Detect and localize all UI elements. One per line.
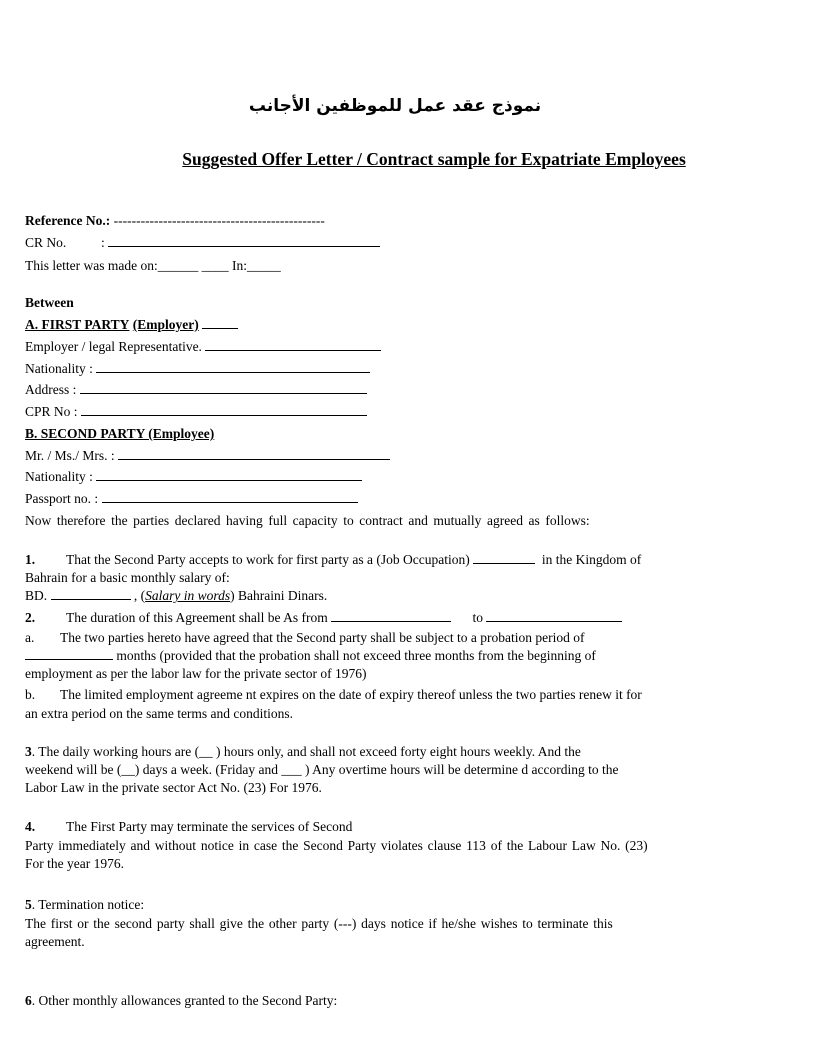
reference-dashes: ----------------------------------------------- <box>113 213 325 228</box>
fp-nationality-field[interactable] <box>96 360 370 373</box>
second-party-heading <box>25 425 214 442</box>
clause-3-line-c: Labor Law in the private sector Act No. (23) For 1976. <box>25 780 322 795</box>
salary-in-words: Salary in words <box>145 588 231 603</box>
clause-4-line-b: Party immediately and without notice in case the Second Party violates clause 113 of the Labour Law No. (23) <box>25 838 648 853</box>
sp-nationality-label: Nationality : <box>25 469 93 484</box>
clause-4-text-a: The First Party may terminate the services of Second <box>66 819 353 834</box>
second-party-title: B. SECOND PARTY (Employee) <box>25 426 215 441</box>
duration-to-label: to <box>472 610 483 625</box>
cr-line <box>25 234 380 251</box>
job-occupation-field[interactable] <box>473 551 535 564</box>
clause-2b-line-b: an extra period on the same terms and conditions. <box>25 706 294 721</box>
fp-cpr-label: CPR No : <box>25 404 78 419</box>
fp-cpr-line <box>25 403 367 420</box>
between-text: Between <box>25 295 74 310</box>
first-party-blank <box>202 316 238 329</box>
fp-address-label: Address : <box>25 382 77 397</box>
clause-2-line <box>25 609 622 626</box>
clause-1-line-c <box>25 587 327 604</box>
clause-1-text-a: That the Second Party accepts to work for first party as a (Job Occupation) <box>66 552 470 567</box>
sp-passport-line <box>25 490 358 507</box>
employer-label: Employer / legal Representative. <box>25 339 202 354</box>
salary-post: ) Bahraini Dinars. <box>230 588 328 603</box>
clause-1-number: 1. <box>25 552 36 567</box>
clause-4-line-a <box>25 818 352 835</box>
clause-5-number: 5 <box>25 897 32 912</box>
fp-address-field[interactable] <box>80 381 367 394</box>
sp-nationality-line <box>25 468 362 485</box>
clause-2b-label: b. <box>25 687 36 702</box>
salary-pre: , ( <box>133 588 146 603</box>
clause-1-text-b: in the Kingdom of <box>541 552 642 567</box>
clause-2a-label: a. <box>25 630 35 645</box>
clause-2b-text-a: The limited employment agreeme nt expires on the date of expiry thereof unless the two parties renew it for <box>60 687 642 702</box>
salary-field[interactable] <box>51 587 131 600</box>
clause-2a-line-c: employment as per the labor law for the private sector of 1976) <box>25 666 367 681</box>
employer-line <box>25 338 381 355</box>
fp-cpr-field[interactable] <box>81 403 367 416</box>
clause-2-number: 2. <box>25 610 36 625</box>
sp-name-line <box>25 447 390 464</box>
clause-2b-line-a <box>25 686 642 703</box>
clause-3-text-a: . The daily working hours are (__ ) hours only, and shall not exceed forty eight hours weekly. And the <box>31 744 581 759</box>
clause-3-line-a <box>25 743 581 760</box>
sp-passport-label: Passport no. : <box>25 491 99 506</box>
cr-label: CR No. <box>25 235 67 250</box>
clause-6-line <box>25 992 337 1009</box>
clause-1-line-b: Bahrain for a basic monthly salary of: <box>25 570 230 585</box>
sp-passport-field[interactable] <box>102 490 358 503</box>
first-party-heading <box>25 316 238 333</box>
reference-label: Reference No.: <box>25 213 111 228</box>
reference-line <box>25 212 325 229</box>
intro-text: Now therefore the parties declared having full capacity to contract and mutually agreed as follows: <box>25 513 590 528</box>
clause-2a-line-a <box>25 629 584 646</box>
between-label <box>25 294 74 311</box>
fp-nationality-label: Nationality : <box>25 361 93 376</box>
sp-nationality-field[interactable] <box>96 468 362 481</box>
fp-nationality-line <box>25 360 370 377</box>
clause-3-number: 3 <box>25 744 32 759</box>
clause-6-text: . Other monthly allowances granted to the Second Party: <box>31 993 338 1008</box>
cr-field[interactable] <box>108 234 380 247</box>
clause-4-number: 4. <box>25 819 36 834</box>
clause-2a-text-b: months (provided that the probation shall not exceed three months from the beginning of <box>116 648 596 663</box>
clause-6-number: 6 <box>25 993 32 1008</box>
probation-field[interactable] <box>25 647 113 660</box>
cr-colon: : <box>101 235 105 250</box>
clause-2-text: The duration of this Agreement shall be As from <box>66 610 328 625</box>
made-on-line: This letter was made on:______ ____ In:_____ <box>25 258 281 273</box>
sp-name-field[interactable] <box>118 447 390 460</box>
bd-label: BD. <box>25 588 48 603</box>
duration-to-field[interactable] <box>486 609 622 622</box>
arabic-title: نموذج عقد عمل للموظفين الأجانب <box>248 96 542 116</box>
sp-name-label: Mr. / Ms./ Mrs. : <box>25 448 115 463</box>
clause-5-title <box>25 896 144 913</box>
clause-3-line-b: weekend will be (__) days a week. (Friday and ___ ) Any overtime hours will be determine d according to the <box>25 762 619 777</box>
employer-field[interactable] <box>205 338 381 351</box>
first-party-sub: (Employer) <box>132 317 199 332</box>
clause-2a-line-b <box>25 647 596 664</box>
duration-from-field[interactable] <box>331 609 451 622</box>
fp-address-line <box>25 381 367 398</box>
first-party-title: A. FIRST PARTY <box>25 317 130 332</box>
page-title: Suggested Offer Letter / Contract sample for Expatriate Employees <box>182 149 686 169</box>
clause-1-line-a <box>25 551 641 568</box>
clause-4-line-c: For the year 1976. <box>25 856 124 871</box>
clause-5-line-b: agreement. <box>25 934 85 949</box>
clause-2a-text-a: The two parties hereto have agreed that the Second party shall be subject to a probation period of <box>60 630 585 645</box>
clause-5-title-text: . Termination notice: <box>31 897 145 912</box>
clause-5-line-a: The first or the second party shall give the other party (---) days notice if he/she wishes to terminate this <box>25 916 613 931</box>
